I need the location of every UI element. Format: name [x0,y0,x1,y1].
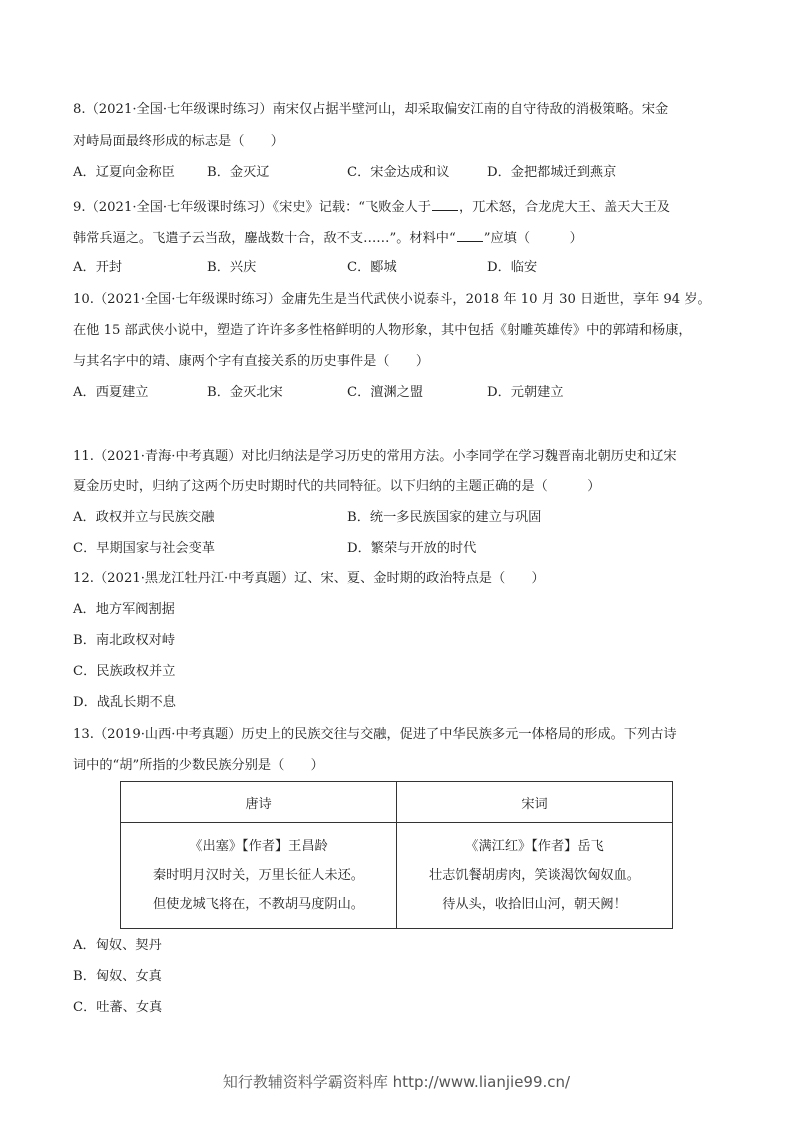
q10-stem-line3: 与其名字中的靖、康两个字有直接关系的历史事件是（ ） [73,354,430,369]
q9-blank-1 [432,197,458,211]
q9-option-a[interactable]: A．开封 [73,260,123,275]
q10-option-b[interactable]: B．金灭北宋 [207,385,283,400]
song-poem-title: 《满江红》【作者】岳飞 [465,839,604,854]
q12-option-a[interactable]: A．地方军阀割据 [73,602,175,617]
footer-watermark: 知行教辅资料学霸资料库 http://www.lianjie99.cn/ [222,1073,571,1091]
q9-stem-line2: 韩常兵逼之。飞遣子云当敌，鏖战数十合，敌不支……”。材料中“ ”应填（ ） [73,228,583,248]
song-poem-line2: 待从头，收拾旧山河，朝天阙！ [442,897,627,912]
poem-cell-tang [121,823,397,929]
q8-stem-line2: 对峙局面最终形成的标志是（ ） [73,134,284,149]
q9-stem-line1: 9.（2021·全国·七年级课时练习）《宋史》记载：“飞败金人于 ，兀术怒，合龙虎大王、盖天大王及 [73,197,670,217]
q11-option-d[interactable]: D．繁荣与开放的时代 [347,541,477,556]
q13-option-c[interactable]: C．吐蕃、女真 [73,1000,163,1015]
poem-cell-song [397,823,673,929]
tang-poem-title: 《出塞》【作者】王昌龄 [189,839,328,854]
q13-stem-line2: 词中的“胡”所指的少数民族分别是（ ） [73,758,324,773]
q11-stem-line2: 夏金历史时，归纳了这两个历史时期时代的共同特征。以下归纳的主题正确的是（ ） [73,479,601,494]
q12-option-b[interactable]: B．南北政权对峙 [73,633,176,648]
q8-option-c[interactable]: C．宋金达成和议 [347,165,450,180]
q10-option-d[interactable]: D．元朝建立 [487,385,564,400]
q9-option-d[interactable]: D．临安 [487,260,538,275]
q11-option-b[interactable]: B．统一多民族国家的建立与巩固 [347,510,542,525]
tang-poem-line2: 但使龙城飞将在，不教胡马度阴山。 [153,897,364,912]
q12-option-d[interactable]: D．战乱长期不息 [73,695,176,710]
q9-option-b[interactable]: B．兴庆 [207,260,257,275]
q11-option-c[interactable]: C．早期国家与社会变革 [73,541,215,556]
song-poem-line1: 壮志饥餐胡虏肉，笑谈渴饮匈奴血。 [429,868,640,883]
q10-option-a[interactable]: A．西夏建立 [73,385,149,400]
q12-stem-line1: 12.（2021·黑龙江牡丹江·中考真题）辽、宋、夏、金时期的政治特点是（ ） [73,571,545,586]
q9-blank-2 [457,228,483,242]
q10-option-c[interactable]: C．澶渊之盟 [347,385,424,400]
q13-option-b[interactable]: B．匈奴、女真 [73,969,162,984]
poem-table [120,781,673,929]
q11-option-a[interactable]: A．政权并立与民族交融 [73,510,215,525]
poem-table-header-tang: 唐诗 [121,782,397,823]
q8-option-a[interactable]: A．辽夏向金称臣 [73,165,175,180]
q10-stem-line2: 在他 15 部武侠小说中，塑造了许许多多性格鲜明的人物形象，其中包括《射雕英雄传》中的郭靖和杨康， [73,323,692,338]
tang-poem-line1: 秦时明月汉时关，万里长征人未还。 [153,868,364,883]
q11-stem-line1: 11.（2021·青海·中考真题）对比归纳法是学习历史的常用方法。小李同学在学习魏晋南北朝历史和辽宋 [73,449,677,464]
q9-option-c[interactable]: C．郾城 [347,260,397,275]
q12-option-c[interactable]: C．民族政权并立 [73,664,176,679]
q13-option-a[interactable]: A．匈奴、契丹 [73,938,162,953]
q8-option-b[interactable]: B．金灭辽 [207,165,270,180]
q8-stem-line1: 8.（2021·全国·七年级课时练习）南宋仅占据半壁河山，却采取偏安江南的自守待敌的消极策略。宋金 [73,102,669,117]
q10-stem-line1: 10.（2021·全国·七年级课时练习）金庸先生是当代武侠小说泰斗，2018 年 10 月 30 日逝世，享年 94 岁。 [73,292,711,307]
poem-table-header-song: 宋词 [397,782,673,823]
q8-option-d[interactable]: D．金把都城迁到燕京 [487,165,617,180]
q13-stem-line1: 13.（2019·山西·中考真题）历史上的民族交往与交融，促进了中华民族多元一体格局的形成。下列古诗 [73,727,677,742]
